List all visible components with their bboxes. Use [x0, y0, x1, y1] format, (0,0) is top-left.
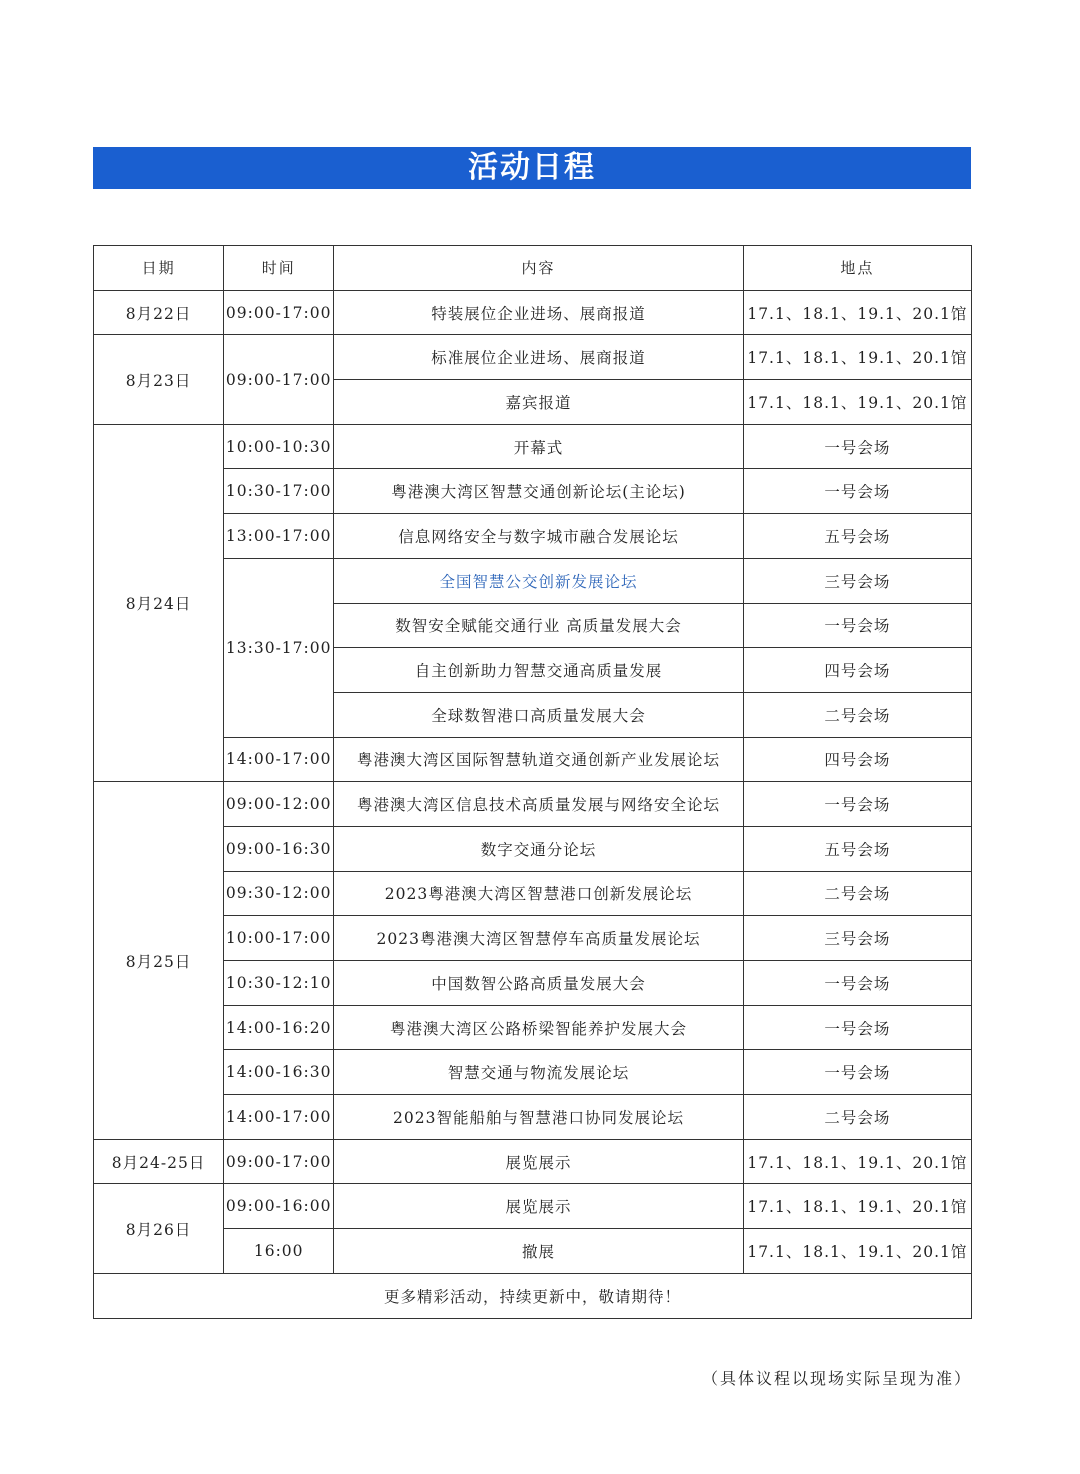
venue-cell: 二号会场 [743, 692, 971, 737]
table-footer-row [94, 1273, 972, 1318]
venue-cell: 一号会场 [743, 961, 971, 1006]
date-cell: 8月26日 [94, 1184, 224, 1273]
venue-cell: 一号会场 [743, 469, 971, 514]
time-cell: 13:30-17:00 [224, 558, 334, 737]
venue-cell: 17.1、18.1、19.1、20.1馆 [743, 290, 971, 335]
venue-cell: 一号会场 [743, 1005, 971, 1050]
table-row [94, 290, 972, 335]
time-cell: 09:00-12:00 [224, 782, 334, 827]
table-row [94, 782, 972, 827]
time-cell: 10:30-12:10 [224, 961, 334, 1006]
venue-cell: 五号会场 [743, 826, 971, 871]
table-row [94, 335, 972, 380]
table-row [94, 1229, 972, 1274]
agenda-note: （具体议程以现场实际呈现为准） [701, 1369, 972, 1388]
venue-cell: 17.1、18.1、19.1、20.1馆 [743, 1139, 971, 1184]
table-row [94, 1095, 972, 1140]
table-row [94, 1139, 972, 1184]
venue-cell: 17.1、18.1、19.1、20.1馆 [743, 1229, 971, 1274]
content-cell: 中国数智公路高质量发展大会 [334, 961, 743, 1006]
venue-cell: 一号会场 [743, 603, 971, 648]
date-cell: 8月24日 [94, 424, 224, 782]
venue-cell: 二号会场 [743, 1095, 971, 1140]
time-cell: 10:00-10:30 [224, 424, 334, 469]
header-venue: 地点 [743, 246, 971, 291]
time-cell: 14:00-17:00 [224, 737, 334, 782]
content-cell: 嘉宾报道 [334, 380, 743, 425]
table-row [94, 961, 972, 1006]
content-cell: 标准展位企业进场、展商报道 [334, 335, 743, 380]
time-cell: 10:00-17:00 [224, 916, 334, 961]
content-cell-link[interactable]: 全国智慧公交创新发展论坛 [334, 558, 743, 603]
content-cell: 特装展位企业进场、展商报道 [334, 290, 743, 335]
date-cell: 8月22日 [94, 290, 224, 335]
page-title: 活动日程 [93, 147, 971, 189]
time-cell: 09:00-16:30 [224, 826, 334, 871]
date-cell: 8月23日 [94, 335, 224, 424]
table-row [94, 1184, 972, 1229]
content-cell: 数智安全赋能交通行业 高质量发展大会 [334, 603, 743, 648]
content-cell: 数字交通分论坛 [334, 826, 743, 871]
venue-cell: 17.1、18.1、19.1、20.1馆 [743, 335, 971, 380]
venue-cell: 三号会场 [743, 916, 971, 961]
time-cell: 16:00 [224, 1229, 334, 1274]
venue-cell: 三号会场 [743, 558, 971, 603]
more-activities-text: 更多精彩活动，持续更新中，敬请期待！ [94, 1273, 972, 1318]
venue-cell: 二号会场 [743, 871, 971, 916]
content-cell: 开幕式 [334, 424, 743, 469]
date-cell: 8月24-25日 [94, 1139, 224, 1184]
schedule-table [93, 245, 972, 1319]
table-row [94, 558, 972, 603]
venue-cell: 17.1、18.1、19.1、20.1馆 [743, 1184, 971, 1229]
header-date: 日期 [94, 246, 224, 291]
time-cell: 09:00-17:00 [224, 290, 334, 335]
content-cell: 展览展示 [334, 1184, 743, 1229]
venue-cell: 五号会场 [743, 514, 971, 559]
venue-cell: 一号会场 [743, 782, 971, 827]
table-row [94, 424, 972, 469]
table-row [94, 1005, 972, 1050]
content-cell: 2023粤港澳大湾区智慧停车高质量发展论坛 [334, 916, 743, 961]
table-row [94, 737, 972, 782]
content-cell: 粤港澳大湾区公路桥梁智能养护发展大会 [334, 1005, 743, 1050]
venue-cell: 一号会场 [743, 424, 971, 469]
content-cell: 2023智能船舶与智慧港口协同发展论坛 [334, 1095, 743, 1140]
table-row [94, 469, 972, 514]
time-cell: 09:30-12:00 [224, 871, 334, 916]
content-cell: 全球数智港口高质量发展大会 [334, 692, 743, 737]
table-header-row [94, 246, 972, 291]
table-row [94, 871, 972, 916]
table-row [94, 916, 972, 961]
content-cell: 自主创新助力智慧交通高质量发展 [334, 648, 743, 693]
venue-cell: 一号会场 [743, 1050, 971, 1095]
venue-cell: 四号会场 [743, 737, 971, 782]
content-cell: 信息网络安全与数字城市融合发展论坛 [334, 514, 743, 559]
content-cell: 粤港澳大湾区国际智慧轨道交通创新产业发展论坛 [334, 737, 743, 782]
time-cell: 13:00-17:00 [224, 514, 334, 559]
venue-cell: 17.1、18.1、19.1、20.1馆 [743, 380, 971, 425]
time-cell: 10:30-17:00 [224, 469, 334, 514]
header-content: 内容 [334, 246, 743, 291]
table-row [94, 826, 972, 871]
time-cell: 09:00-17:00 [224, 1139, 334, 1184]
date-cell: 8月25日 [94, 782, 224, 1140]
time-cell: 14:00-16:20 [224, 1005, 334, 1050]
table-row [94, 514, 972, 559]
content-cell: 粤港澳大湾区智慧交通创新论坛(主论坛) [334, 469, 743, 514]
time-cell: 09:00-16:00 [224, 1184, 334, 1229]
time-cell: 14:00-17:00 [224, 1095, 334, 1140]
content-cell: 2023粤港澳大湾区智慧港口创新发展论坛 [334, 871, 743, 916]
table-row [94, 1050, 972, 1095]
time-cell: 14:00-16:30 [224, 1050, 334, 1095]
time-cell: 09:00-17:00 [224, 335, 334, 424]
content-cell: 展览展示 [334, 1139, 743, 1184]
content-cell: 智慧交通与物流发展论坛 [334, 1050, 743, 1095]
content-cell: 撤展 [334, 1229, 743, 1274]
content-cell: 粤港澳大湾区信息技术高质量发展与网络安全论坛 [334, 782, 743, 827]
venue-cell: 四号会场 [743, 648, 971, 693]
header-time: 时间 [224, 246, 334, 291]
